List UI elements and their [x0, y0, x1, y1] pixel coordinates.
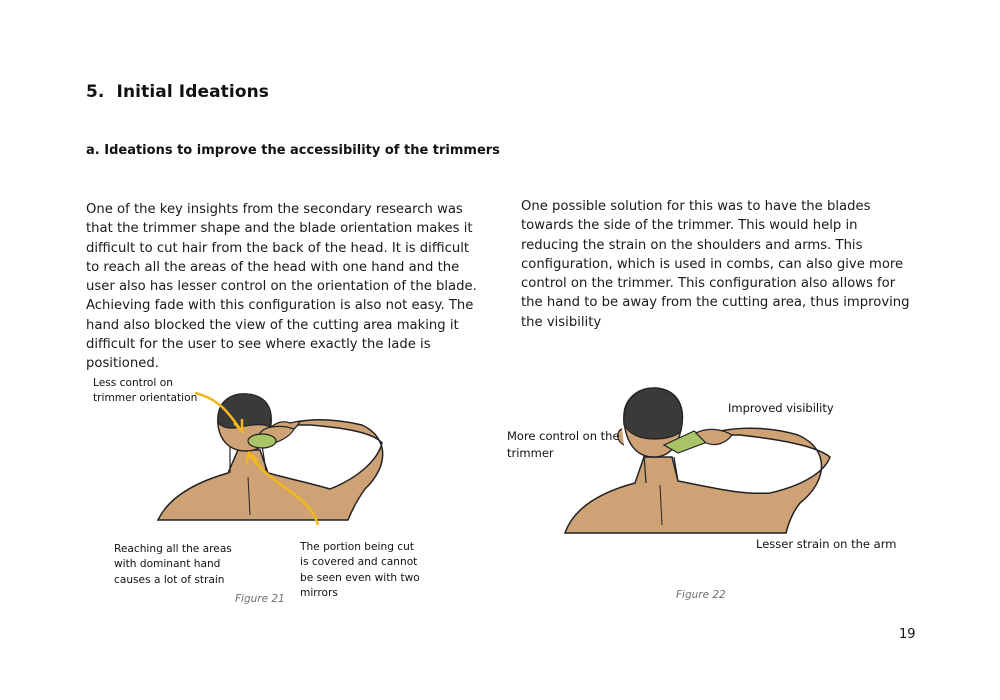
paragraph-left: One of the key insights from the secondary research was that the trimmer shape and the blade orientation makes it difficult to cut hair from the back of the head. It is difficult to reach all the areas of the head with one hand and the user also has lesser control on the orientation of the blade. Achieving fade with this configuration is also not easy. The hand also blocked the view of the cutting area making it difficult for the user to see where exactly the lade is positioned. [86, 202, 477, 372]
section-number: 5. [86, 82, 105, 102]
hair-shape [624, 388, 683, 439]
fig22-label-strain: Lesser strain on the arm [756, 537, 897, 551]
fig21-label-portion: The portion being cut is covered and cannot be seen even with two mirrors [300, 541, 420, 599]
section-title: Initial Ideations [116, 82, 270, 102]
section-heading [86, 82, 269, 102]
fig22-label-visibility: Improved visibility [728, 401, 834, 415]
paragraph-right: One possible solution for this was to have the blades towards the side of the trimmer. This would help in reducing the strain on the shoulders and arms. This configuration, which is used in combs, can also give more control on the trimmer. This configuration also allows for the hand to be away from the cutting area, thus improving the visibility [521, 199, 910, 330]
page-number: 19 [899, 627, 916, 642]
fig21-label-reach: Reaching all the areas with dominant hand causes a lot of strain [114, 543, 232, 586]
fig21-label-control: Less control on trimmer orientation [93, 377, 198, 405]
trimmer-shape [248, 434, 276, 448]
subsection-heading: a. Ideations to improve the accessibility of the trimmers [86, 143, 500, 158]
figure-21-caption: Figure 21 [235, 593, 285, 605]
fig22-label-control: More control on the trimmer [507, 429, 620, 460]
figure-22-caption: Figure 22 [676, 589, 726, 601]
